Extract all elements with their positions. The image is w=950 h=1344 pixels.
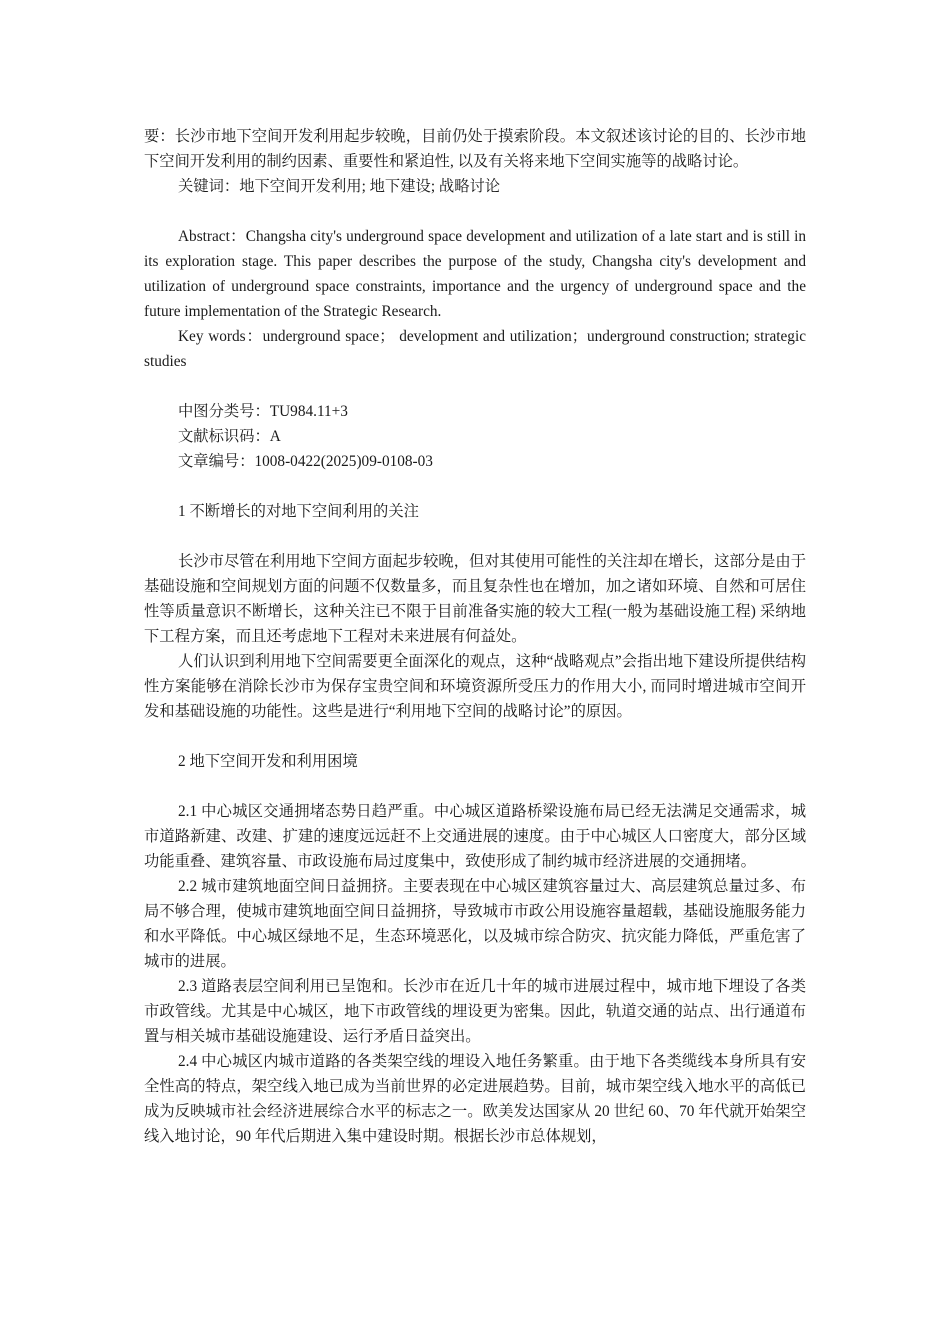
spacer [144,774,806,799]
classification-number: 中图分类号：TU984.11+3 [178,403,348,420]
section-2-paragraph: 2.3 道路表层空间利用已呈饱和。长沙市在近几十年的城市进展过程中，城市地下埋设了各类市政管线。尤其是中心城区，地下市政管线的埋设更为密集。因此，轨道交通的站点、出行通道布置与相关城市基础设施建设、运行矛盾日益突出。 [144,978,806,1045]
spacer [144,374,806,399]
section-2-paragraph: 2.2 城市建筑地面空间日益拥挤。主要表现在中心城区建筑容量过大、高层建筑总量过多、布局不够合理，使城市建筑地面空间日益拥挤，导致城市市政公用设施容量超载，基础设施服务能力和水平降低。中心城区绿地不足，生态环境恶化，以及城市综合防灾、抗灾能力降低，严重危害了城市的进展。 [144,878,806,970]
document-code: 文献标识码：A [178,428,281,445]
section-1-paragraph: 长沙市尽管在利用地下空间方面起步较晚，但对其使用可能性的关注却在增长，这部分是由于基础设施和空间规划方面的问题不仅数量多，而且复杂性也在增加，加之诸如环境、自然和可居住性等质量意识不断增长，这种关注已不限于目前准备实施的较大工程(一般为基础设施工程) 采纳地下工程方案，而且还考虑地下工程对未来进展有何益处。 [144,553,806,645]
spacer [144,724,806,749]
spacer [144,524,806,549]
document-body [144,124,806,1149]
abstract-cn: 要：长沙市地下空间开发利用起步较晚，目前仍处于摸索阶段。本文叙述该讨论的目的、长沙市地下空间开发利用的制约因素、重要性和紧迫性, 以及有关将来地下空间实施等的战略讨论。 [144,128,806,170]
abstract-en: Abstract：Changsha city's underground space development and utilization of a late start and is still in its exploration stage. This paper describes the purpose of the study, Changsha city's development and utilization of underground space constraints, importance and the urgency of underground space and the future implementation of the Strategic Research. [144,228,806,320]
section-1-paragraph: 人们认识到利用地下空间需要更全面深化的观点，这种“战略观点”会指出地下建设所提供结构性方案能够在消除长沙市为保存宝贵空间和环境资源所受压力的作用大小, 而同时增进城市空间开发和基础设施的功能性。这些是进行“利用地下空间的战略讨论”的原因。 [144,653,806,720]
section-2-heading: 2 地下空间开发和利用困境 [178,753,358,770]
keywords-cn: 关键词：地下空间开发利用; 地下建设; 战略讨论 [178,178,501,195]
keywords-en: Key words：underground space； development and utilization；underground construction; strategic studies [144,328,806,370]
spacer [144,199,806,224]
spacer [144,474,806,499]
section-1-heading: 1 不断增长的对地下空间利用的关注 [178,503,419,520]
section-2-paragraph: 2.1 中心城区交通拥堵态势日趋严重。中心城区道路桥梁设施布局已经无法满足交通需求，城市道路新建、改建、扩建的速度远远赶不上交通进展的速度。由于中心城区人口密度大，部分区域功能重叠、建筑容量、市政设施布局过度集中，致使形成了制约城市经济进展的交通拥堵。 [144,803,806,870]
section-2-paragraph: 2.4 中心城区内城市道路的各类架空线的埋设入地任务繁重。由于地下各类缆线本身所具有安全性高的特点，架空线入地已成为当前世界的必定进展趋势。目前，城市架空线入地水平的高低已成为反映城市社会经济进展综合水平的标志之一。欧美发达国家从 20 世纪 60、70 年代就开始架空线入地讨论，90 年代后期进入集中建设时期。根据长沙市总体规划， [144,1053,806,1145]
article-number: 文章编号：1008-0422(2025)09-0108-03 [178,453,433,470]
